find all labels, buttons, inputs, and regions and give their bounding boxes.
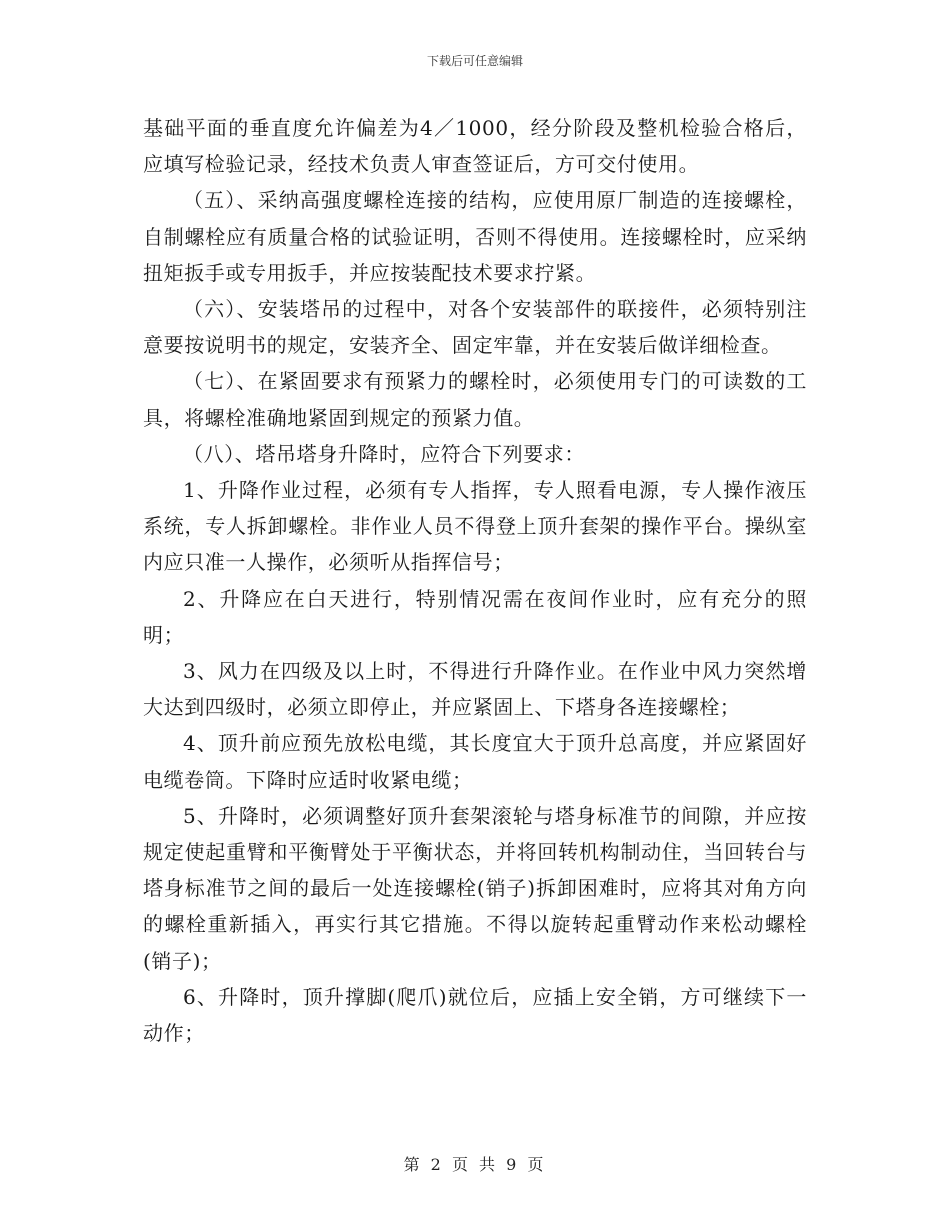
paragraph-subitem-1: 1、升降作业过程，必须有专人指挥，专人照看电源，专人操作液压系统，专人拆卸螺栓。非作业人员不得登上顶升套架的操作平台。操纵室内应只准一人操作，必须听从指挥信号； [143,478,807,575]
paragraph-item-5: （五）、采纳高强度螺栓连接的结构，应使用原厂制造的连接螺栓，自制螺栓应有质量合格的试验证明，否则不得使用。连接螺栓时，应采纳扭矩扳手或专用扳手，并应按装配技术要求拧紧。 [143,188,807,285]
paragraph-item-8: （八）、塔吊塔身升降时，应符合下列要求： [183,441,585,466]
page-number-footer: 第 2 页 共 9 页 [403,1155,547,1174]
paragraph-subitem-5: 5、升降时，必须调整好顶升套架滚轮与塔身标准节的间隙，并应按规定使起重臂和平衡臂处于平衡状态，并将回转机构制动住，当回转台与塔身标准节之间的最后一处连接螺栓(销子)拆卸困难时，应将其对角方向的螺栓重新插入，再实行其它措施。不得以旋转起重臂动作来松动螺栓(销子)； [143,803,807,973]
paragraph-subitem-2: 2、升降应在白天进行，特别情况需在夜间作业时，应有充分的照明； [143,586,807,647]
document-body [143,110,807,1051]
paragraph-item-7: （七）、在紧固要求有预紧力的螺栓时，必须使用专门的可读数的工具，将螺栓准确地紧固到规定的预紧力值。 [143,369,807,430]
page-header: 下载后可任意编辑 [426,54,523,68]
paragraph-subitem-6: 6、升降时，顶升撑脚(爬爪)就位后，应插上安全销，方可继续下一动作； [143,984,807,1046]
paragraph-continuation: 基础平面的垂直度允许偏差为4／1000，经分阶段及整机检验合格后，应填写检验记录，经技术负责人审查签证后，方可交付使用。 [143,116,807,177]
paragraph-subitem-4: 4、顶升前应预先放松电缆，其长度宜大于顶升总高度，并应紧固好电缆卷筒。下降时应适时收紧电缆； [143,731,807,792]
paragraph-subitem-3: 3、风力在四级及以上时，不得进行升降作业。在作业中风力突然增大达到四级时，必须立即停止，并应紧固上、下塔身各连接螺栓； [143,659,807,720]
paragraph-item-6: （六）、安装塔吊的过程中，对各个安装部件的联接件，必须特别注意要按说明书的规定，安装齐全、固定牢靠，并在安装后做详细检查。 [143,297,807,358]
